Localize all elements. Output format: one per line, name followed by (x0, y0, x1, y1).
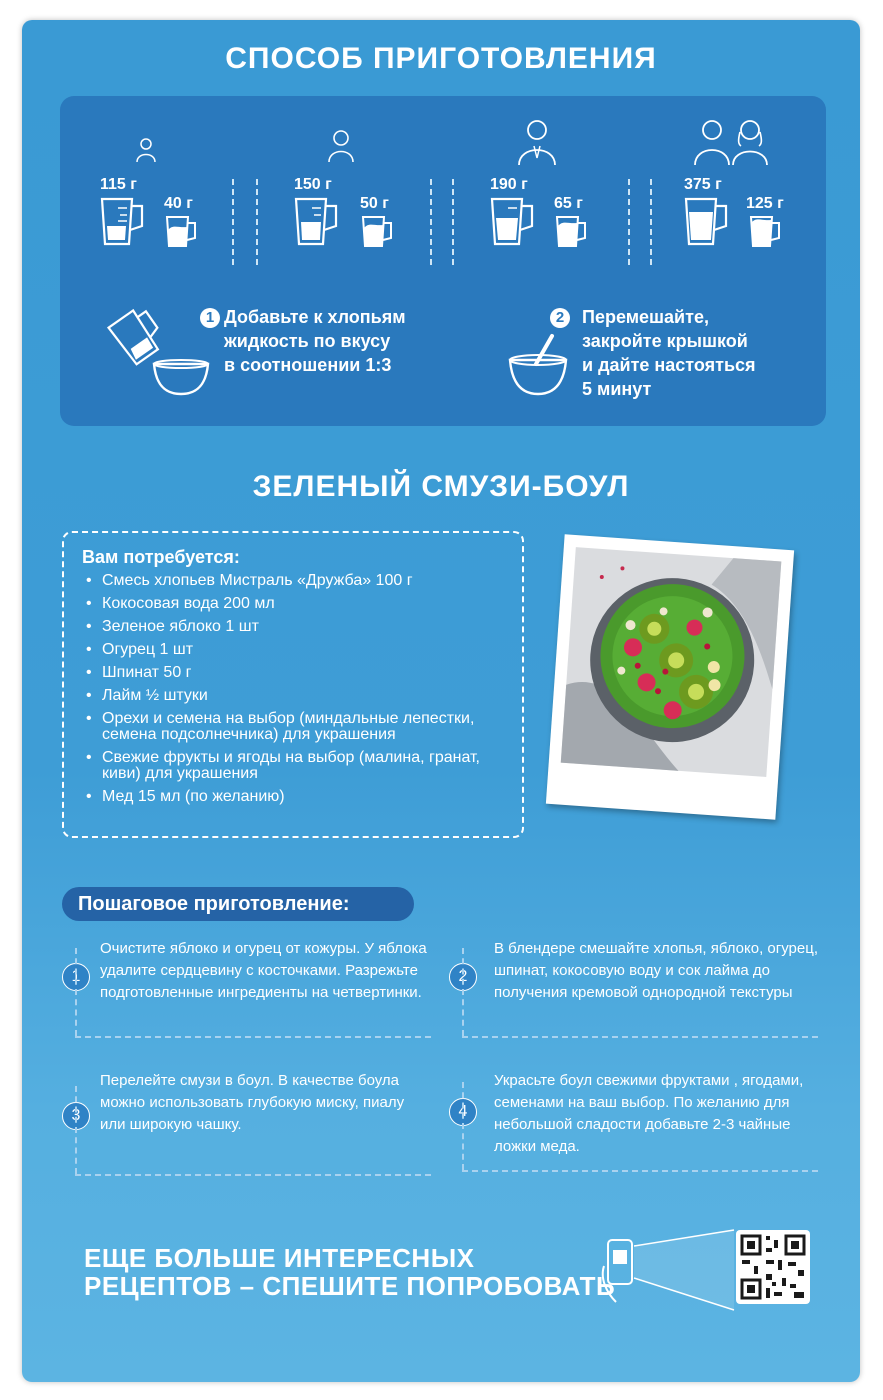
measuring-jug-icon (680, 196, 730, 248)
liquid-amount: 190 г (490, 176, 528, 193)
ingredients-list (84, 573, 514, 812)
method-title: СПОСОБ ПРИГОТОВЛЕНИЯ (225, 42, 657, 75)
measuring-jug-icon (290, 196, 340, 248)
step-divider (462, 1082, 464, 1170)
step-number: 1 (200, 308, 220, 328)
steps-heading-pill (62, 887, 414, 921)
footer-line: РЕЦЕПТОВ – СПЕШИТЕ ПОПРОБОВАТЬ (84, 1271, 616, 1301)
instruction-line: и дайте настояться (582, 355, 756, 375)
divider (232, 179, 234, 265)
step-text-2: В блендере смешайте хлопья, яблоко, огурец, шпинат, кокосовую воду и сок лайма до получения кремовой однородной текстуры (494, 940, 818, 1001)
measuring-cup-icon (748, 214, 782, 248)
measuring-cup-icon (360, 214, 394, 248)
step-divider (462, 1036, 818, 1038)
liquid-amount: 375 г (684, 176, 722, 193)
ingredient-item: • Свежие фрукты и ягоды на выбор (малина, гранат, киви) для украшения (84, 750, 514, 782)
measuring-jug-icon (96, 196, 146, 248)
person-icon (516, 118, 558, 166)
measuring-jug-icon (486, 196, 536, 248)
divider (650, 179, 652, 265)
divider (256, 179, 258, 265)
instruction-2 (582, 305, 756, 401)
measuring-cup-icon (554, 214, 588, 248)
step-number-1: 1 (62, 963, 90, 991)
phone-scan-icon (600, 1226, 740, 1312)
ingredient-item: • Смесь хлопьев Мистраль «Дружба» 100 г (84, 573, 514, 589)
footer-line: ЕЩЕ БОЛЬШЕ ИНТЕРЕСНЫХ (84, 1243, 475, 1273)
step-divider (462, 1170, 818, 1172)
liquid-amount: 115 г (100, 176, 137, 193)
instruction-line: жидкость по вкусу (224, 331, 391, 351)
instruction-line: Перемешайте, (582, 307, 709, 327)
instruction-1 (224, 305, 406, 377)
ingredient-item: • Огурец 1 шт (84, 642, 514, 658)
step-text-3: Перелейте смузи в боул. В качестве боула можно использовать глубокую миску, пиалу или широкую чашку. (100, 1072, 405, 1133)
ingredient-item: • Зеленое яблоко 1 шт (84, 619, 514, 635)
person-icon (326, 128, 356, 164)
measuring-cup-icon (164, 214, 198, 248)
instruction-line: 5 минут (582, 379, 652, 399)
step-divider (75, 948, 77, 1036)
ingredients-box (62, 531, 524, 838)
step-divider (75, 1036, 431, 1038)
step-divider (75, 1174, 431, 1176)
step-text-4: Украсьте боул свежими фруктами , ягодами, семенами на ваш выбор. По желанию для небольшой сладости добавьте 2-3 чайные ложки меда. (494, 1072, 804, 1155)
footer-cta (84, 1244, 615, 1300)
ingredient-item: • Лайм ½ штуки (84, 688, 514, 704)
ingredient-item: • Мед 15 мл (по желанию) (84, 789, 514, 805)
steps-heading: Пошаговое приготовление: (78, 893, 350, 915)
ingredient-item: • Шпинат 50 г (84, 665, 514, 681)
step-number-4: 4 (449, 1098, 477, 1126)
divider (430, 179, 432, 265)
step-divider (462, 948, 464, 1036)
flakes-amount: 40 г (164, 195, 193, 212)
qr-code[interactable] (736, 1230, 810, 1304)
step-number-2: 2 (449, 963, 477, 991)
couple-icon (694, 118, 770, 166)
liquid-amount: 150 г (294, 176, 332, 193)
divider (628, 179, 630, 265)
step-text-1: Очистите яблоко и огурец от кожуры. У яблока удалите сердцевину с косточками. Разрежьте подготовленные ингредиенты на четвертинки. (100, 940, 427, 1001)
instruction-line: Добавьте к хлопьям (224, 307, 406, 327)
ingredients-heading: Вам потребуется: (82, 547, 240, 567)
recipe-title: ЗЕЛЕНЫЙ СМУЗИ-БОУЛ (252, 470, 630, 503)
ingredient-item: • Орехи и семена на выбор (миндальные лепестки, семена подсолнечника) для украшения (84, 711, 514, 743)
smoothie-bowl-photo (546, 534, 794, 819)
recipe-card (22, 20, 860, 1382)
ingredient-item: • Кокосовая вода 200 мл (84, 596, 514, 612)
instruction-line: в соотношении 1:3 (224, 355, 392, 375)
method-panel (60, 96, 826, 426)
divider (452, 179, 454, 265)
step-number: 2 (550, 308, 570, 328)
instruction-line: закройте крышкой (582, 331, 748, 351)
person-icon (134, 136, 158, 164)
flakes-amount: 65 г (554, 195, 583, 212)
stir-bowl-icon (506, 332, 570, 400)
flakes-amount: 50 г (360, 195, 389, 212)
flakes-amount: 125 г (746, 195, 784, 212)
step-number-3: 3 (62, 1102, 90, 1130)
step-divider (75, 1086, 77, 1174)
